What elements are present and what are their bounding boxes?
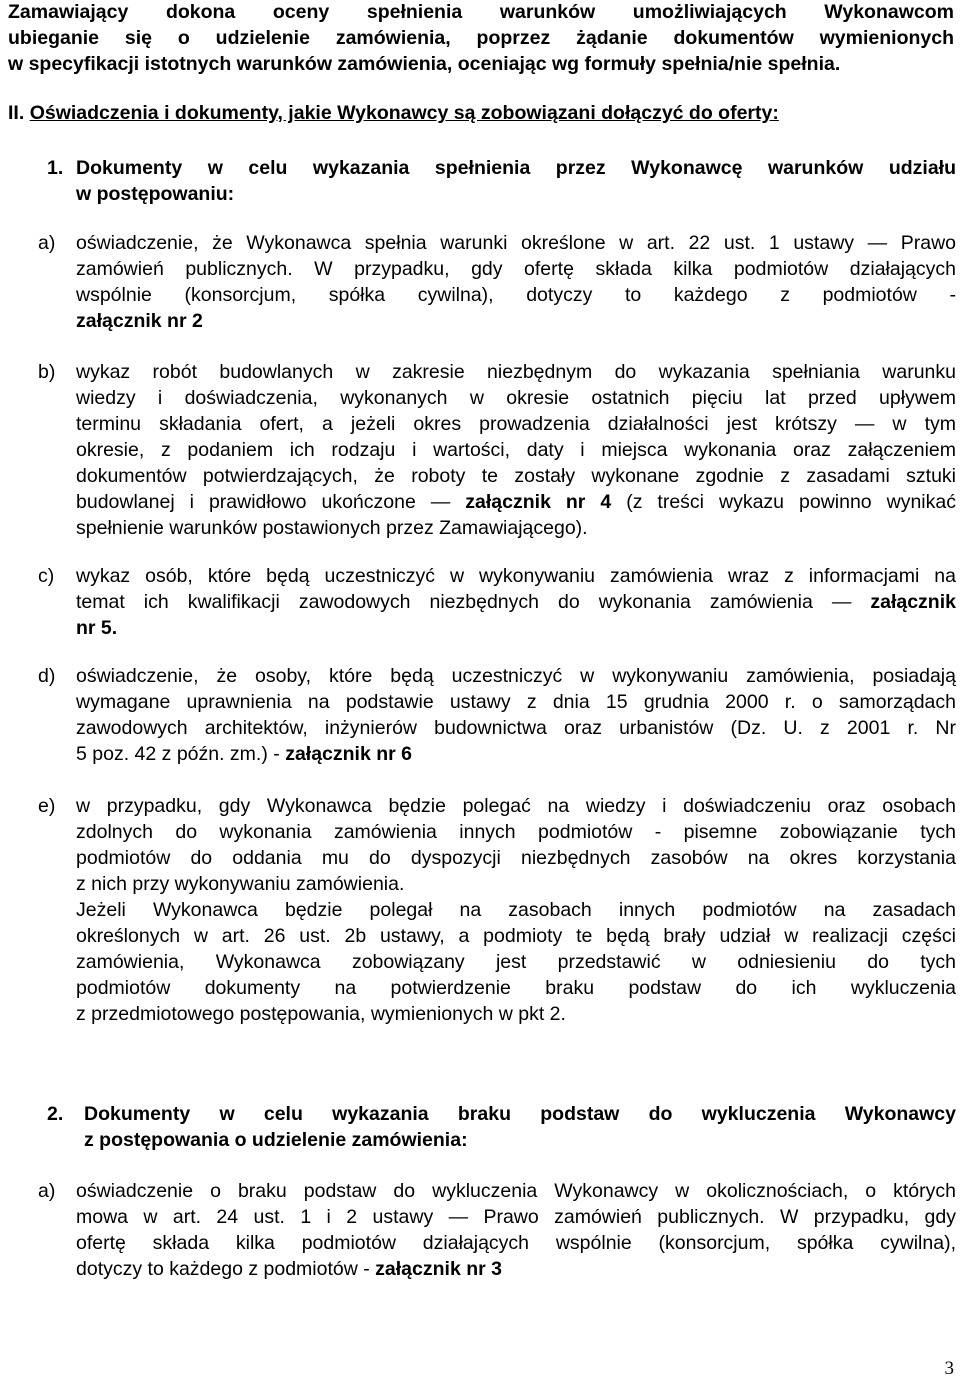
list-item	[76, 230, 956, 334]
item-line: zamówień publicznych. W przypadku, gdy ofertę składa kilka podmiotów działających	[76, 258, 956, 280]
section-number: II.	[8, 102, 25, 124]
item-line: dokumentów potwierdzających, że roboty te zostały wykonane zgodnie z zasadami sztuki	[76, 465, 956, 487]
item-label: b)	[38, 361, 56, 383]
item-label: a)	[38, 232, 56, 254]
item-line: 5 poz. 42 z późn. zm.) - załącznik nr 6	[76, 743, 412, 765]
item-line: wykaz robót budowlanych w zakresie niezbędnym do wykazania spełniania warunku	[76, 361, 956, 383]
item-line: temat ich kwalifikacji zawodowych niezbędnych do wykonania zamówienia — załącznik	[76, 591, 956, 613]
item-line: zdolnych do wykonania zamówienia innych podmiotów - pisemne zobowiązanie tych	[76, 821, 956, 843]
point-number: 1.	[47, 157, 64, 179]
list-item	[76, 663, 956, 767]
intro-line: w specyfikacji istotnych warunków zamówienia, oceniając wg formuły spełnia/nie spełnia.	[8, 53, 841, 75]
attachment-reference: załącznik nr 3	[375, 1258, 502, 1280]
item-line: wymagane uprawnienia na podstawie ustawy z dnia 15 grudnia 2000 r. o samorządach	[76, 691, 956, 713]
item-line: wiedzy i doświadczenia, wykonanych w okresie ostatnich pięciu lat przed upływem	[76, 387, 956, 409]
attachment-reference: załącznik nr 2	[76, 310, 203, 332]
item-line: dotyczy to każdego z podmiotów - załącznik nr 3	[76, 1258, 502, 1280]
list-item	[76, 563, 956, 641]
item-line: spełnienie warunków postawionych przez Zamawiającego).	[76, 517, 588, 539]
item-line: mowa w art. 24 ust. 1 i 2 ustawy — Prawo zamówień publicznych. W przypadku, gdy	[76, 1206, 956, 1228]
intro-paragraph	[8, 0, 954, 77]
section-title: Oświadczenia i dokumenty, jakie Wykonawcy są zobowiązani dołączyć do oferty:	[29, 102, 779, 124]
item-label: e)	[38, 795, 56, 817]
item-label: d)	[38, 665, 56, 687]
item-line: z przedmiotowego postępowania, wymienionych w pkt 2.	[76, 1003, 566, 1025]
item-line: Jeżeli Wykonawca będzie polegał na zasobach innych podmiotów na zasadach	[76, 899, 956, 921]
list-item	[76, 793, 956, 1027]
item-line: zamówienia, Wykonawca zobowiązany jest przedstawić w odniesieniu do tych	[76, 951, 956, 973]
page-number: 3	[944, 1358, 954, 1379]
item-label: c)	[38, 565, 55, 587]
intro-line: ubieganie się o udzielenie zamówienia, poprzez żądanie dokumentów wymienionych	[8, 27, 954, 49]
point-heading-line: z postępowania o udzielenie zamówienia:	[84, 1129, 468, 1151]
item-line: oświadczenie, że osoby, które będą uczestniczyć w wykonywaniu zamówienia, posiadają	[76, 665, 956, 687]
attachment-reference: załącznik nr 6	[285, 743, 412, 765]
point-heading-line: Dokumenty w celu wykazania spełnienia przez Wykonawcę warunków udziału	[76, 157, 956, 179]
point-heading-line: w postępowaniu:	[76, 183, 235, 205]
attachment-reference: załącznik	[870, 591, 956, 613]
item-line: zawodowych architektów, inżynierów budownictwa oraz urbanistów (Dz. U. z 2001 r. Nr	[76, 717, 956, 739]
item-line: z nich przy wykonywaniu zamówienia.	[76, 873, 405, 895]
item-line: wspólnie (konsorcjum, spółka cywilna), dotyczy to każdego z podmiotów -	[76, 284, 956, 306]
section-heading	[8, 100, 954, 126]
point-heading	[84, 1101, 956, 1153]
item-line: w przypadku, gdy Wykonawca będzie polegać na wiedzy i doświadczeniu oraz osobach	[76, 795, 956, 817]
point-number: 2.	[47, 1103, 64, 1125]
list-item	[76, 1178, 956, 1282]
item-line: oświadczenie o braku podstaw do wykluczenia Wykonawcy w okolicznościach, o których	[76, 1180, 956, 1202]
item-line: oświadczenie, że Wykonawca spełnia warunki określone w art. 22 ust. 1 ustawy — Prawo	[76, 232, 956, 254]
item-line: budowlanej i prawidłowo ukończone — załącznik nr 4 (z treści wykazu powinno wynikać	[76, 491, 956, 513]
item-label: a)	[38, 1180, 56, 1202]
list-item	[76, 359, 956, 541]
attachment-reference: załącznik nr 4	[465, 491, 612, 513]
intro-line: Zamawiający dokona oceny spełnienia warunków umożliwiających Wykonawcom	[8, 1, 954, 23]
item-line: określonych w art. 26 ust. 2b ustawy, a podmioty te będą brały udział w realizacji części	[76, 925, 956, 947]
item-line: podmiotów dokumenty na potwierdzenie braku podstaw do ich wykluczenia	[76, 977, 956, 999]
item-line: wykaz osób, które będą uczestniczyć w wykonywaniu zamówienia wraz z informacjami na	[76, 565, 956, 587]
point-heading-line: Dokumenty w celu wykazania braku podstaw do wykluczenia Wykonawcy	[84, 1103, 956, 1125]
item-line: podmiotów do oddania mu do dyspozycji niezbędnych zasobów na okres korzystania	[76, 847, 956, 869]
attachment-reference: nr 5.	[76, 617, 118, 639]
point-heading	[76, 155, 956, 207]
item-line: terminu składania ofert, a jeżeli okres prowadzenia działalności jest krótszy — w tym	[76, 413, 956, 435]
item-line: okresie, z podaniem ich rodzaju i wartości, daty i miejsca wykonania oraz załączeniem	[76, 439, 956, 461]
item-line: ofertę składa kilka podmiotów działających wspólnie (konsorcjum, spółka cywilna),	[76, 1232, 956, 1254]
